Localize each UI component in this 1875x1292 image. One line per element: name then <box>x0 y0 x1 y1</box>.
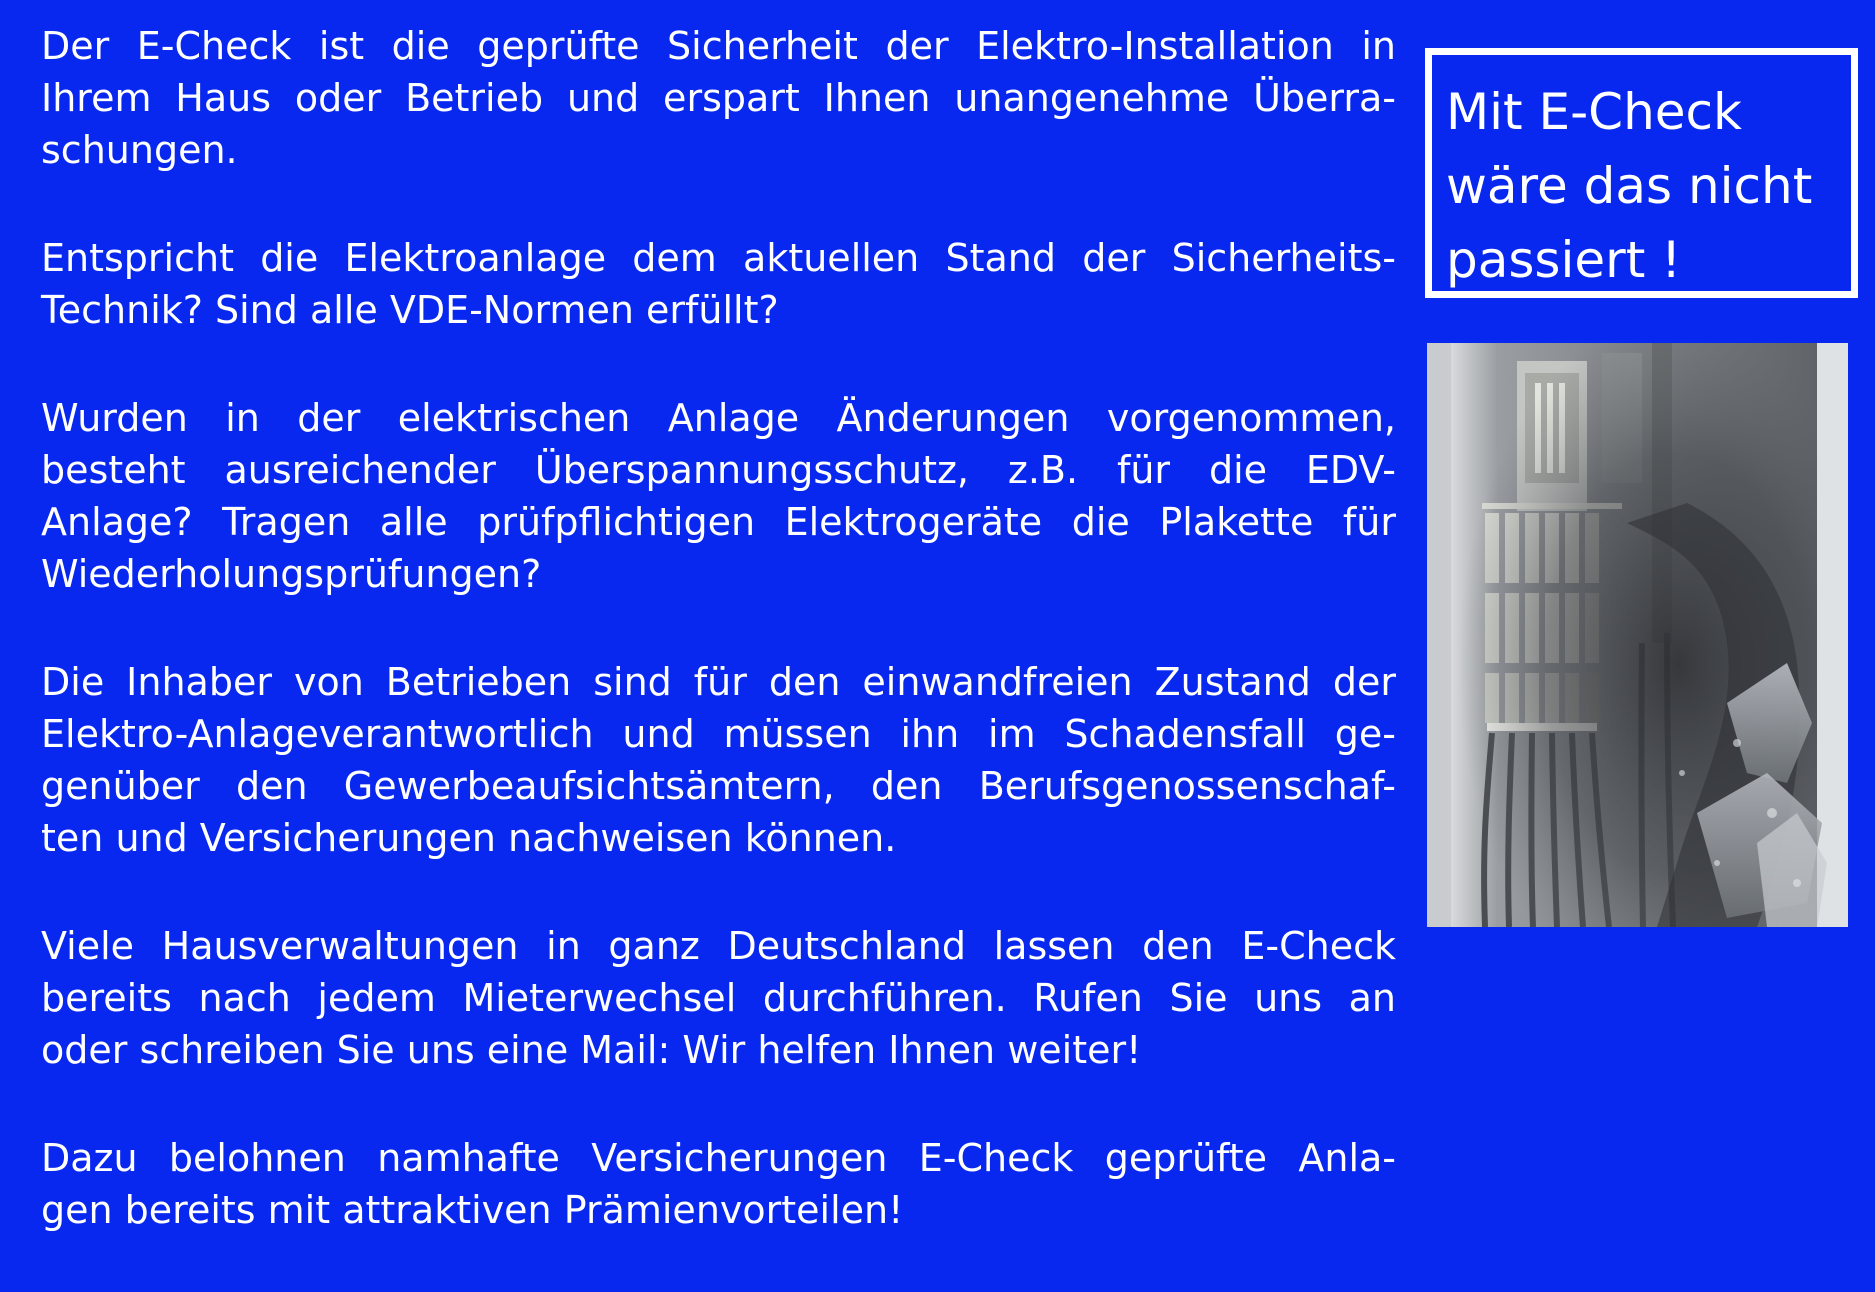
paragraph-property-management <box>41 920 1396 1076</box>
paragraph-intro <box>41 20 1396 176</box>
text-line: Wiederholungsprüfungen? <box>41 552 542 596</box>
text-line: Der E-Check ist die geprüfte Sicherheit der Elektro-Installation in <box>41 24 1396 68</box>
text-line: Viele Hausverwaltungen in ganz Deutschland lassen den E-Check <box>41 924 1396 968</box>
text-line: Die Inhaber von Betrieben sind für den einwandfreien Zustand der <box>41 660 1396 704</box>
text-line: Ihrem Haus oder Betrieb und erspart Ihnen unangenehme Überra- <box>41 76 1396 120</box>
text-line: schungen. <box>41 128 238 172</box>
burnt-cabinet-illustration <box>1427 343 1848 927</box>
text-line: bereits nach jedem Mieterwechsel durchführen. Rufen Sie uns an <box>41 976 1396 1020</box>
text-line: Anlage? Tragen alle prüfpflichtigen Elektrogeräte die Plakette für <box>41 500 1396 544</box>
text-line: Technik? Sind alle VDE-Normen erfüllt? <box>41 288 779 332</box>
text-line: ten und Versicherungen nachweisen können. <box>41 816 897 860</box>
callout-line: Mit E-Check <box>1446 83 1742 141</box>
paragraph-owner-responsibility <box>41 656 1396 864</box>
text-line: Dazu belohnen namhafte Versicherungen E-Check geprüfte Anla- <box>41 1136 1396 1180</box>
body-text <box>41 20 1396 1292</box>
paragraph-changes-question <box>41 392 1396 600</box>
callout-line: wäre das nicht <box>1446 157 1813 215</box>
burnt-cabinet-photo <box>1427 343 1848 927</box>
text-line: gen bereits mit attraktiven Prämienvorteilen! <box>41 1188 904 1232</box>
text-line: besteht ausreichender Überspannungsschutz, z.B. für die EDV- <box>41 448 1396 492</box>
paragraph-insurance-bonus <box>41 1132 1396 1236</box>
text-line: Elektro-Anlageverantwortlich und müssen ihn im Schadensfall ge- <box>41 712 1396 756</box>
callout-line: passiert ! <box>1446 231 1682 289</box>
text-line: Wurden in der elektrischen Anlage Änderungen vorgenommen, <box>41 396 1396 440</box>
paragraph-standard-question <box>41 232 1396 336</box>
text-line: genüber den Gewerbeaufsichtsämtern, den Berufsgenossenschaf- <box>41 764 1396 808</box>
text-line: Entspricht die Elektroanlage dem aktuellen Stand der Sicherheits- <box>41 236 1396 280</box>
callout-box <box>1425 48 1858 298</box>
text-line: oder schreiben Sie uns eine Mail: Wir helfen Ihnen weiter! <box>41 1028 1142 1072</box>
